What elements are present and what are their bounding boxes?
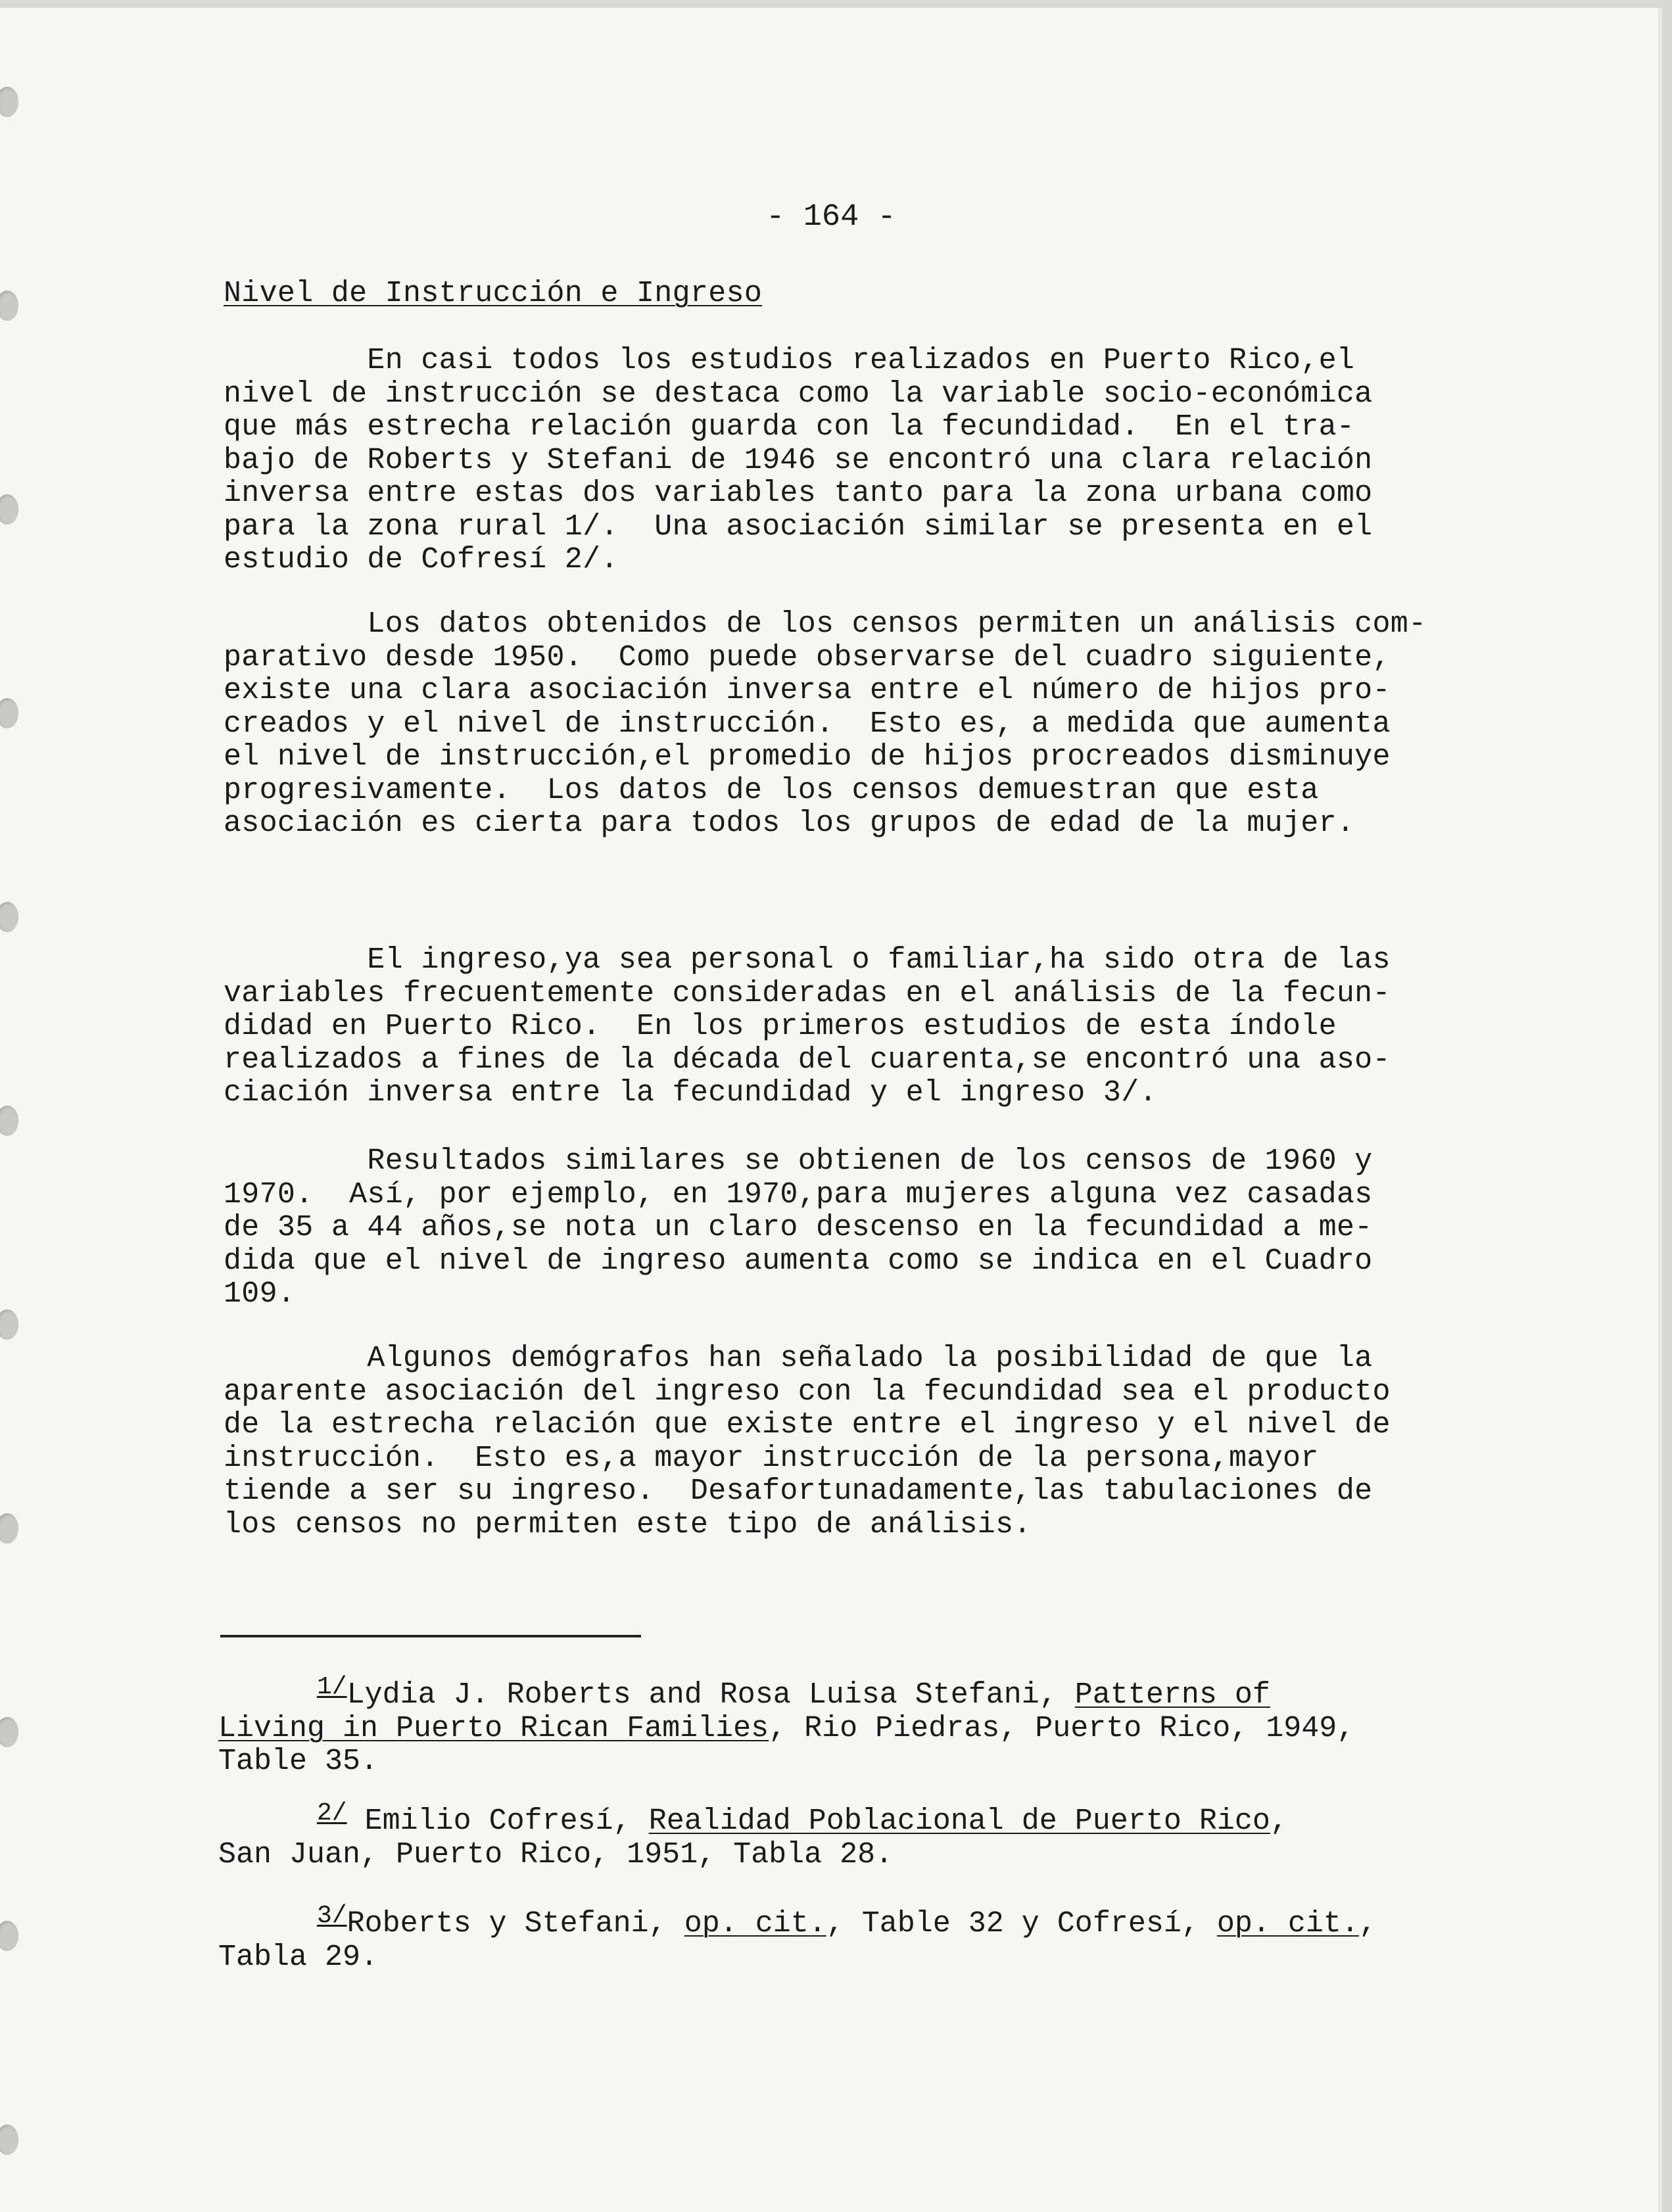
footnote-text: Tabla 29. xyxy=(218,1940,379,1974)
page-number: - 164 - xyxy=(766,200,896,235)
section-heading-text: Nivel de Instrucción e Ingreso xyxy=(224,277,763,310)
binder-hole xyxy=(0,2125,18,2155)
document-page xyxy=(0,8,1662,2212)
footnote-title: Living in Puerto Rican Families xyxy=(218,1711,769,1745)
binder-hole xyxy=(0,1513,18,1543)
binder-hole xyxy=(0,698,18,728)
footnote-2 xyxy=(218,1797,1520,1871)
footnote-text: , xyxy=(1270,1804,1288,1838)
footnote-text: , Rio Piedras, Puerto Rico, 1949, xyxy=(769,1711,1355,1745)
binder-hole xyxy=(0,291,18,321)
footnote-text: , Table 32 y Cofresí, xyxy=(826,1907,1217,1941)
footnote-title: Realidad Poblacional de Puerto Rico xyxy=(648,1804,1270,1838)
footnote-text: Table 35. xyxy=(218,1745,379,1778)
footnote-1 xyxy=(218,1671,1520,1779)
paragraph-4: Resultados similares se obtienen de los censos de 1960 y 1970. Así, por ejemplo, en 1970,para mujeres alguna vez casadas de 35 a 44 años,se nota un claro descenso en la fecundidad a me- dida que el nivel de ingreso aumenta como se indica en el Cuadro 109. xyxy=(224,1144,1373,1311)
binder-hole xyxy=(0,494,18,525)
binder-hole xyxy=(0,1717,18,1747)
footnote-marker: 3/ xyxy=(317,1902,347,1930)
footnote-citation: op. cit. xyxy=(684,1907,826,1941)
footnote-text: San Juan, Puerto Rico, 1951, Tabla 28. xyxy=(218,1837,894,1871)
binder-hole xyxy=(0,1106,18,1136)
binder-hole xyxy=(0,902,18,932)
paragraph-2: Los datos obtenidos de los censos permiten un análisis com- parativo desde 1950. Como puede observarse del cuadro siguiente, existe una clara asociación inversa entre el número de hijos pro- creados y el nivel de instrucción. Esto es, a medida que aumenta el nivel de instrucción,el promedio de hijos procreados disminuye progresivamente. Los datos de los censos demuestran que esta asociación es cierta para todos los grupos de edad de la mujer. xyxy=(224,607,1427,840)
footnote-author: Emilio Cofresí, xyxy=(346,1804,649,1838)
footnote-divider xyxy=(220,1635,641,1637)
footnote-3 xyxy=(218,1900,1520,1974)
footnote-marker: 2/ xyxy=(317,1799,347,1827)
footnote-title: Patterns of xyxy=(1074,1678,1270,1712)
binder-hole xyxy=(0,1921,18,1951)
binder-hole xyxy=(0,87,18,117)
paragraph-1: En casi todos los estudios realizados en Puerto Rico,el nivel de instrucción se destaca como la variable socio-económica que más estrecha relación guarda con la fecundidad. En el tra- bajo de Roberts y Stefani de 1946 se encontró una clara relación inversa entre estas dos variables tanto para la zona urbana como para la zona rural 1/. Una asociación similar se presenta en el estudio de Cofresí 2/. xyxy=(224,344,1373,577)
footnote-marker: 1/ xyxy=(317,1673,347,1701)
footnote-text: Roberts y Stefani, xyxy=(346,1907,684,1941)
section-heading xyxy=(224,277,1519,311)
footnote-author: Lydia J. Roberts and Rosa Luisa Stefani, xyxy=(346,1678,1075,1712)
footnote-citation: op. cit. xyxy=(1216,1907,1359,1941)
binder-hole xyxy=(0,1309,18,1340)
footnote-text: , xyxy=(1358,1907,1377,1941)
paragraph-5: Algunos demógrafos han señalado la posibilidad de que la aparente asociación del ingreso con la fecundidad sea el producto de la estrecha relación que existe entre el ingreso y el nivel de instrucción. Esto es,a mayor instrucción de la persona,mayor tiende a ser su ingreso. Desafortunadamente,las tabulaciones de los censos no permiten este tipo de análisis. xyxy=(224,1342,1391,1541)
paragraph-3: El ingreso,ya sea personal o familiar,ha sido otra de las variables frecuentemente consideradas en el análisis de la fecun- didad en Puerto Rico. En los primeros estudios de esta índole realizados a fines de la década del cuarenta,se encontró una aso- ciación inversa entre la fecundidad y el ingreso 3/. xyxy=(224,943,1391,1110)
